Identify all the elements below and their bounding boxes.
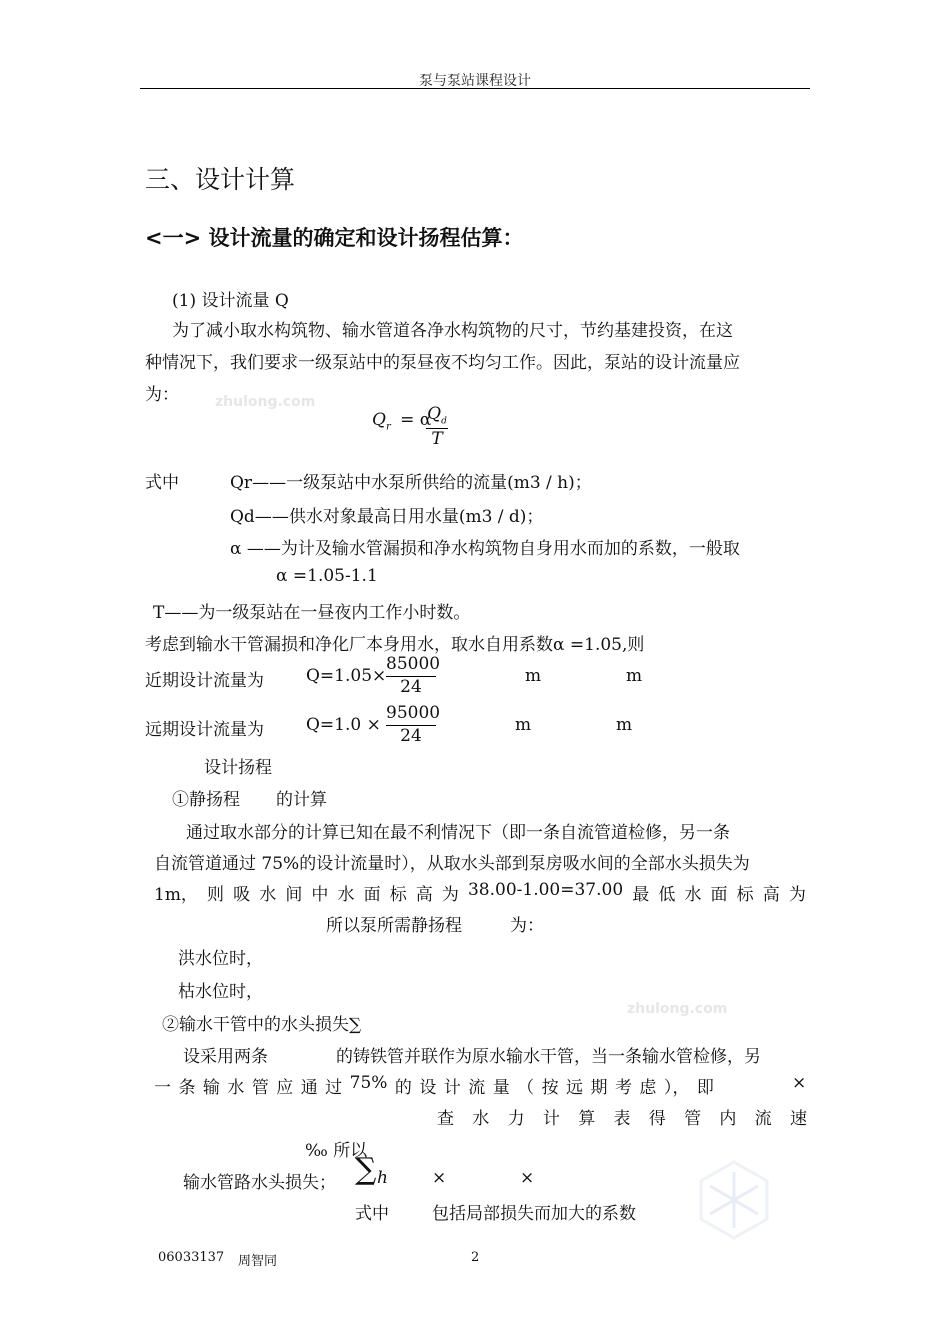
loss-line2-token: 75% [349, 1073, 388, 1093]
static-line3-token: 标 [736, 885, 754, 905]
loss-permil: ‰ 所以 [305, 1141, 368, 1161]
near-label: 近期设计流量为 [145, 671, 264, 691]
loss-line3-token: 力 [507, 1109, 525, 1129]
watermark-2: zhulong.com [627, 1001, 728, 1017]
static-line3-token: 水 [337, 885, 355, 905]
static-line2: 自流管道通过 75%的设计流量时），从取水头部到泵房吸水间的全部水头损失为 [154, 854, 750, 874]
formula-eq: = α [400, 410, 432, 430]
loss-line2-token: 过 [325, 1078, 343, 1098]
loss-line2-token: 的 [394, 1078, 412, 1098]
loss-line2-token: 计 [443, 1078, 461, 1098]
loss-title: ②输水干管中的水头损失∑ [162, 1015, 362, 1035]
far-numerator: 95000 [386, 703, 441, 723]
loss-line2-token: （ [517, 1078, 535, 1098]
sum-symbol: ∑ [355, 1152, 377, 1187]
static-title-suffix: 的计算 [276, 790, 327, 810]
loss-line3-token: 得 [648, 1109, 666, 1129]
far-fraction [386, 703, 441, 746]
page-header-title: 泵与泵站课程设计 [419, 73, 531, 89]
flow-formula [372, 410, 431, 432]
loss-line2-token: 考 [614, 1078, 632, 1098]
footer-student-id: 06033137 [158, 1250, 225, 1265]
static-line3-token: 水 [259, 885, 277, 905]
static-line3-token: 水 [684, 885, 702, 905]
item1-label: (1) 设计流量 Q [172, 291, 289, 311]
loss-line2-token: 流 [468, 1078, 486, 1098]
loss-line2-token: 通 [300, 1078, 318, 1098]
static-line3-token: 38.00-1.00=37.00 [467, 880, 624, 900]
far-denominator: 24 [386, 725, 436, 746]
loss-line3-token: 管 [684, 1109, 702, 1129]
loss-line3-token: 内 [719, 1109, 737, 1129]
static-line3-token: 最 [632, 885, 650, 905]
static-line3-token: 面 [710, 885, 728, 905]
formula-den: T [426, 428, 448, 449]
loss-line2-token: ）， [663, 1078, 690, 1098]
near-fraction [386, 654, 441, 697]
def-t: T——为一级泵站在一昼夜内工作小时数。 [153, 603, 471, 623]
formula-fraction [426, 404, 448, 449]
loss-line2-token: 即 [696, 1078, 714, 1098]
def-alpha-value: α =1.05-1.1 [276, 566, 378, 586]
loss-line3-token: 流 [754, 1109, 772, 1129]
loss-line2-token: 量 [492, 1078, 510, 1098]
loss-line2-token: 期 [590, 1078, 608, 1098]
loss-line2-token: 条 [178, 1078, 196, 1098]
static-line3-token: 则 [207, 885, 225, 905]
footer-author: 周智同 [238, 1254, 278, 1269]
static-line3-token: 为 [788, 885, 806, 905]
loss-line1b: 的铸铁管并联作为原水输水干管，当一条输水管检修，另 [336, 1047, 761, 1067]
formula-lhs-sub: r [385, 421, 391, 433]
near-denominator: 24 [386, 676, 436, 697]
static-line3-token: 为 [441, 885, 459, 905]
static-line3-token: 中 [311, 885, 329, 905]
sum-h: h [377, 1168, 388, 1188]
static-line3 [154, 880, 806, 905]
def-qr: Qr——一级泵站中水泵所供给的流量(m3 / h)； [230, 473, 592, 493]
static-line3-token: 间 [285, 885, 303, 905]
item1-para-line2: 种情况下，我们要求一级泵站中的泵昼夜不均匀工作。因此，泵站的设计流量应 [145, 353, 740, 373]
loss-line2-token: 水 [227, 1078, 245, 1098]
loss-line2-token: 按 [541, 1078, 559, 1098]
section-title: 三、设计计算 [145, 165, 296, 194]
near-expr: Q=1.05× [306, 666, 387, 686]
far-unit-2: m [616, 715, 633, 735]
flood-level: 洪水位时， [178, 949, 263, 969]
consider-line: 考虑到输水干管漏损和净化厂本身用水，取水自用系数α =1.05,则 [145, 635, 645, 655]
loss-line2-token: 远 [566, 1078, 584, 1098]
loss-line1a: 设采用两条 [183, 1047, 268, 1067]
formula-num-sub: d [441, 416, 447, 427]
loss-line3-token: 算 [578, 1109, 596, 1129]
formula-num: Q [427, 404, 442, 424]
loss-note: 包括局部损失而加大的系数 [432, 1204, 636, 1224]
watermark-logo-icon [694, 1160, 774, 1240]
header-rule [140, 88, 810, 89]
watermark-1: zhulong.com [215, 394, 316, 410]
loss-line3-token: 水 [472, 1109, 490, 1129]
far-expr: Q=1.0 × [306, 715, 381, 735]
item1-para-line3: 为： [145, 385, 179, 405]
loss-times-1: × [432, 1168, 447, 1188]
dry-level: 枯水位时， [178, 982, 263, 1002]
loss-line3-token: 速 [789, 1109, 807, 1129]
static-line3-token: 低 [658, 885, 676, 905]
near-unit-1: m [525, 666, 542, 686]
loss-line3-token: 表 [613, 1109, 631, 1129]
loss-line2 [154, 1073, 714, 1098]
loss-line2-token: 虑 [639, 1078, 657, 1098]
static-line3-token: 吸 [233, 885, 251, 905]
loss-line3 [437, 1104, 807, 1129]
footer-page-number: 2 [471, 1250, 480, 1265]
static-line3-token: 高 [415, 885, 433, 905]
loss-times-2: × [520, 1168, 535, 1188]
static-line1: 通过取水部分的计算已知在最不利情况下（即一条自流管道检修，另一条 [186, 823, 730, 843]
static-line4: 所以泵所需静扬程 [326, 916, 462, 936]
static-line3-token: 标 [389, 885, 407, 905]
def-alpha: α ——为计及输水管漏损和净水构筑物自身用水而加的系数，一般取 [230, 539, 740, 559]
far-label: 远期设计流量为 [145, 720, 264, 740]
loss-line2-times: × [792, 1073, 807, 1093]
loss-line2-token: 管 [251, 1078, 269, 1098]
loss-note-prefix: 式中 [355, 1204, 389, 1224]
far-unit-1: m [515, 715, 532, 735]
static-line3-token: 面 [363, 885, 381, 905]
static-line4-suffix: 为： [510, 916, 544, 936]
near-numerator: 85000 [386, 654, 441, 674]
head-title: 设计扬程 [204, 758, 272, 778]
loss-line2-token: 设 [419, 1078, 437, 1098]
loss-line2-token: 输 [202, 1078, 220, 1098]
loss-line2-token: 一 [154, 1078, 171, 1098]
loss-line3-token: 查 [437, 1109, 454, 1129]
loss-line2-token: 应 [276, 1078, 294, 1098]
static-line3-token: 高 [762, 885, 780, 905]
formula-lhs: Q [372, 410, 386, 430]
loss-line3-token: 计 [542, 1109, 560, 1129]
def-qd: Qd——供水对象最高日用水量(m3 / d)； [230, 507, 544, 527]
loss-sum-label: 输水管路水头损失； [183, 1173, 336, 1193]
subsection-title: <一> 设计流量的确定和设计扬程估算： [145, 226, 524, 250]
defs-prefix: 式中 [145, 473, 179, 493]
static-line3-token: 1m， [154, 885, 198, 905]
near-unit-2: m [626, 666, 643, 686]
static-title: ①静扬程 [172, 790, 240, 810]
item1-para-line1: 为了减小取水构筑物、输水管道各净水构筑物的尺寸，节约基建投资，在这 [172, 321, 733, 341]
